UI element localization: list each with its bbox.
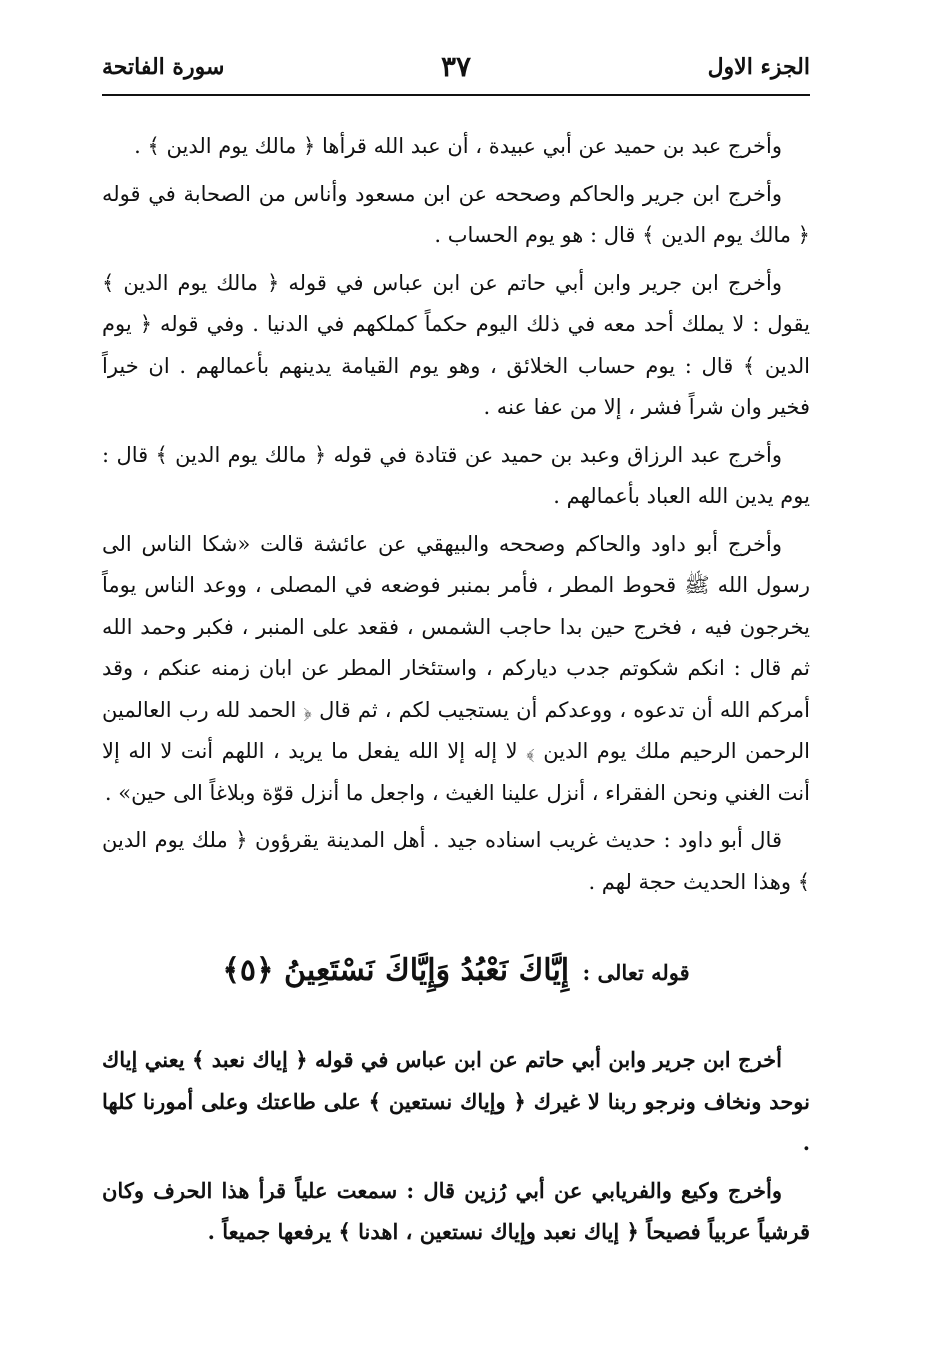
verse-text: إِيَّاكَ نَعْبُدُ وَإِيَّاكَ نَسْتَعِينُ ﴿٥﴾ xyxy=(222,953,570,988)
paragraph-6: قال أبو داود : حديث غريب اسناده جيد . أهل المدينة يقرؤون ﴿ ملك يوم الدين ﴾ وهذا الحديث حجة لهم . xyxy=(102,828,810,894)
page-header xyxy=(102,50,810,94)
paragraph-2: وأخرج ابن جرير والحاكم وصححه عن ابن مسعود وأناس من الصحابة في قوله ﴿ مالك يوم الدين ﴾ قال : هو يوم الحساب . xyxy=(102,181,810,247)
book-page xyxy=(102,40,810,1330)
paragraph-5: وأخرج أبو داود والحاكم وصححه والبيهقي عن عائشة قالت «شكا الناس الى رسول الله ﷺ قحوط المطر ، فأمر بمنبر فوضعه في المصلى ، ووعد الناس يوماً يخرجون فيه ، فخرج حين بدا حاجب الشمس ، فقعد على المنبر ، فكبر وحمد الله ثم قال : انكم شكوتم جدب دياركم ، واستئخار المطر عن ابان زمنه عنكم ، وقد أمركم الله أن تدعوه ، ووعدكم أن يستجيب لكم ، ثم قال ﴿ الحمد لله رب العالمين الرحمن الرحيم ملك يوم الدين ﴾ لا إله إلا الله يفعل ما يريد ، اللهم أنت لا اله إلا أنت الغني ونحن الفقراء ، أنزل علينا الغيث ، واجعل ما أنزل قوّة وبلاغاً الى حين» . xyxy=(102,531,810,805)
page-number: ٣٧ xyxy=(440,50,472,83)
paragraph-1: وأخرج عبد بن حميد عن أبي عبيدة ، أن عبد الله قرأها ﴿ مالك يوم الدين ﴾ . xyxy=(134,134,782,158)
surah-label: سورة الفاتحة xyxy=(102,54,225,80)
paragraph-8: وأخرج وكيع والفريابي عن أبي رُزين قال : سمعت علياً قرأ هذا الحرف وكان قرشياً عربياً فصيحاً ﴿ إياك نعبد وإياك نستعين ، اهدنا ﴾ يرفعها جميعاً . xyxy=(102,1177,810,1244)
paragraph-4: وأخرج عبد الرزاق وعبد بن حميد عن قتادة في قوله ﴿ مالك يوم الدين ﴾ قال : يوم يدين الله العباد بأعمالهم . xyxy=(102,442,810,508)
paragraph-3: وأخرج ابن جرير وابن أبي حاتم عن ابن عباس في قوله ﴿ مالك يوم الدين ﴾ يقول : لا يملك أحد معه في ذلك اليوم حكماً كملكهم في الدنيا . وفي قوله ﴿ يوم الدين ﴾ قال : يوم حساب الخلائق ، وهو يوم القيامة يدينهم بأعمالهم . ان خيراً فخير وان شراً فشر ، إلا من عفا عنه . xyxy=(102,270,810,419)
header-divider xyxy=(102,94,810,96)
paragraph-7: أخرج ابن جرير وابن أبي حاتم عن ابن عباس في قوله ﴿ إياك نعبد ﴾ يعني إياك نوحد ونخاف ونرجو ربنا لا غيرك ﴿ وإياك نستعين ﴾ على طاعتك وعلى أمورنا كلها . xyxy=(102,1047,810,1155)
page-body xyxy=(102,126,810,1259)
verse-commentary xyxy=(102,1039,810,1253)
verse-heading-prefix: قوله تعالى : xyxy=(582,960,690,985)
verse-heading xyxy=(102,951,810,993)
part-label: الجزء الاول xyxy=(707,54,810,80)
